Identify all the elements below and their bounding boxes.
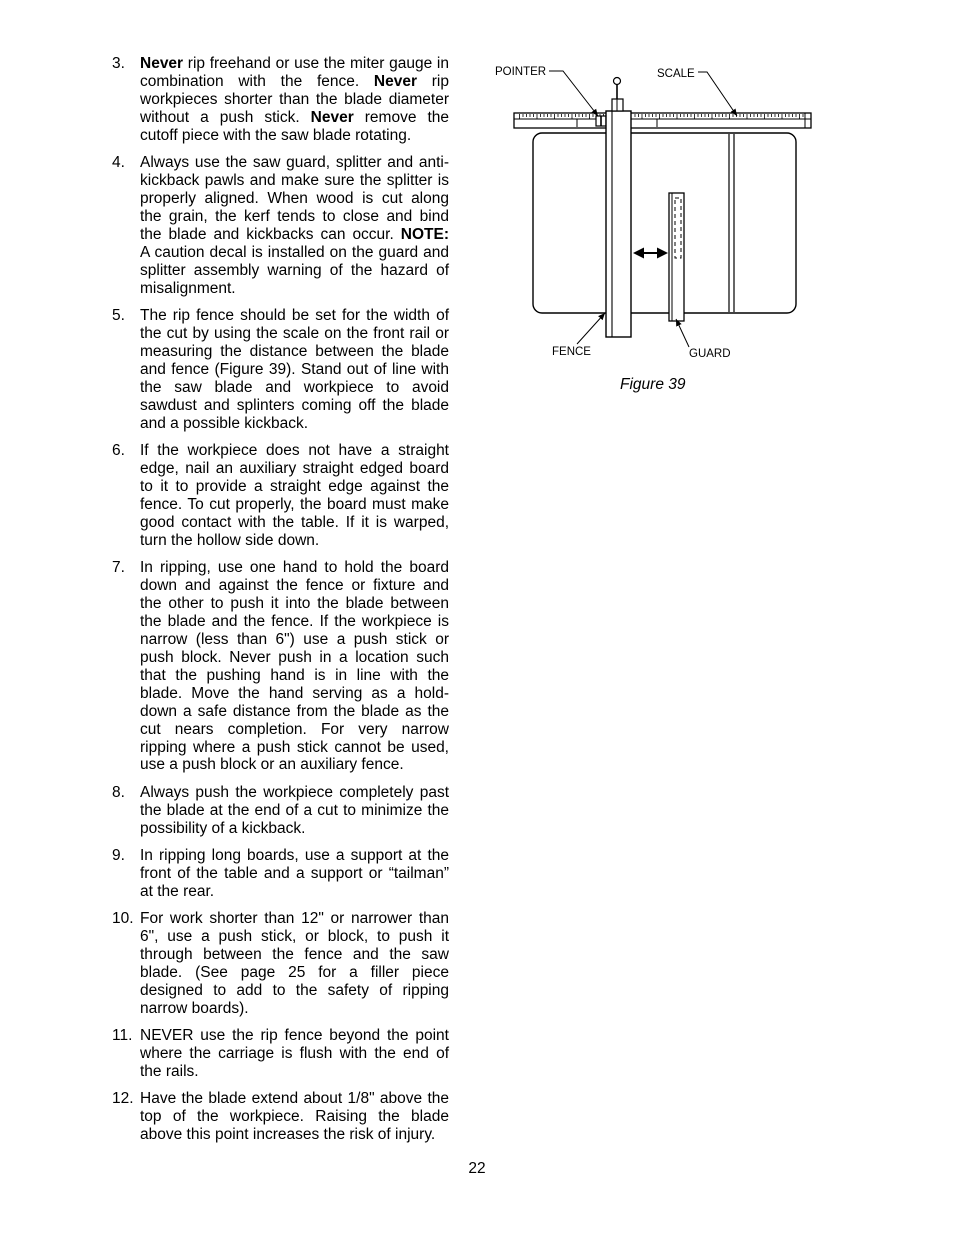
- text-line: kickback pawls and make sure the splitter is: [140, 172, 449, 190]
- item-text: [140, 154, 449, 298]
- scale-label: SCALE: [657, 68, 695, 80]
- text-line: narrow boards).: [140, 999, 249, 1017]
- text-line: the cut by using the scale on the front rail or: [140, 324, 449, 342]
- text-line: A caution decal is installed on the guard and: [140, 243, 449, 261]
- fence-label: FENCE: [552, 346, 591, 358]
- rip-scale-ticks: [632, 114, 804, 119]
- text-line: NEVER use the rip fence beyond the point: [140, 1027, 449, 1045]
- item-text: [140, 847, 449, 901]
- list-item: [112, 784, 449, 838]
- guard-label: GUARD: [689, 348, 731, 360]
- text-line: fence. To cut properly, the board must make: [140, 495, 449, 513]
- text-line: to it to provide a straight edge against the: [140, 477, 449, 495]
- item-text: [140, 910, 449, 1018]
- text-line: Always push the workpiece completely past: [140, 783, 449, 801]
- fence-lock-knob: [614, 78, 621, 85]
- text-line: down a safe distance from the blade as the: [140, 702, 449, 720]
- guard-leader-line: [676, 319, 689, 347]
- text-line: front of the table and a support or “tailman”: [140, 864, 449, 882]
- text-line: blade. Move the hand serving as a hold-: [140, 684, 449, 702]
- bold-text: Never: [373, 72, 418, 90]
- item-text: [140, 55, 449, 145]
- text-line: turn the hollow side down.: [140, 531, 320, 549]
- pointer-leader-line: [549, 71, 598, 116]
- rip-fence: [606, 111, 631, 337]
- item-text: [140, 1027, 449, 1081]
- text-line: where the carriage is flush with the end of: [140, 1044, 449, 1062]
- text-line: Always use the saw guard, splitter and anti-: [140, 154, 449, 172]
- list-item: [112, 1027, 449, 1081]
- text-line: above this point increases the risk of injury.: [140, 1126, 436, 1144]
- text-line: push block. Never push in a location such: [140, 648, 449, 666]
- item-number: 11.: [112, 1027, 133, 1045]
- text-line: [140, 109, 449, 127]
- rip-scale-ticks: [519, 114, 606, 119]
- item-text: [140, 442, 449, 550]
- text-line: [140, 55, 449, 73]
- text-line: at the rear.: [140, 882, 215, 900]
- text-line: If the workpiece does not have a straight: [140, 441, 449, 459]
- text-line: In ripping, use one hand to hold the board: [140, 558, 449, 576]
- text-line: through between the fence and the saw: [140, 945, 449, 963]
- instruction-list: [112, 55, 449, 1153]
- text-line: the grain, the kerf tends to close and bind: [140, 207, 449, 225]
- bold-text: Never: [310, 108, 354, 126]
- text-line: workpieces shorter than the blade diameter: [140, 90, 449, 108]
- text-line: ripping where a push stick cannot be used,: [140, 738, 449, 756]
- list-item: [112, 442, 449, 550]
- text-run: combination with the fence.: [140, 72, 374, 90]
- text-line: [140, 73, 449, 91]
- text-line: sawdust and splinters coming off the blade: [140, 396, 449, 414]
- text-run: rip: [417, 72, 449, 90]
- text-line: misalignment.: [140, 279, 236, 297]
- blade-guard: [669, 193, 684, 321]
- pointer-label: POINTER: [495, 66, 547, 78]
- text-line: designed to add to the safety of ripping: [140, 981, 449, 999]
- text-line: splitter assembly warning of the hazard of: [140, 261, 449, 279]
- item-number: 10.: [112, 910, 134, 928]
- text-run: without a push stick.: [140, 108, 311, 126]
- figure-39-diagram: [485, 60, 820, 365]
- item-text: [140, 1090, 449, 1144]
- text-line: cut nears completion. For very narrow: [140, 720, 449, 738]
- item-text: [140, 307, 449, 433]
- text-line: Have the blade extend about 1/8" above the: [140, 1090, 449, 1108]
- text-line: For work shorter than 12" or narrower than: [140, 910, 449, 928]
- figure-caption: Figure 39: [620, 376, 686, 393]
- text-line: use a push block or an auxiliary fence.: [140, 756, 404, 774]
- item-number: 12.: [112, 1090, 134, 1108]
- item-number: 7.: [112, 558, 125, 576]
- list-item: [112, 55, 449, 145]
- text-line: the saw blade and workpiece to avoid: [140, 378, 449, 396]
- text-run: rip freehand or use the miter gauge in: [183, 55, 449, 72]
- bold-text: NOTE:: [400, 225, 449, 243]
- text-line: top of the workpiece. Raising the blade: [140, 1108, 449, 1126]
- text-run: the blade and kickbacks can occur.: [140, 225, 401, 243]
- item-number: 3.: [112, 55, 125, 72]
- text-run: remove the: [353, 108, 449, 126]
- list-item: [112, 1090, 449, 1144]
- text-line: narrow (less than 6") use a push stick or: [140, 630, 449, 648]
- text-line: 6", use a push stick, or block, to push it: [140, 927, 449, 945]
- text-line: In ripping long boards, use a support at the: [140, 846, 449, 864]
- text-line: good contact with the table. If it is warped,: [140, 513, 449, 531]
- arrowhead-right: [657, 248, 668, 259]
- text-line: cutoff piece with the saw blade rotating.: [140, 126, 412, 144]
- list-item: [112, 847, 449, 901]
- list-item: [112, 307, 449, 433]
- scale-leader-line: [698, 72, 737, 116]
- item-number: 9.: [112, 846, 125, 864]
- bold-text: Never: [140, 55, 184, 72]
- text-line: and fence (Figure 39). Stand out of line with: [140, 360, 449, 378]
- item-text: [140, 784, 449, 838]
- text-line: The rip fence should be set for the width of: [140, 306, 449, 324]
- item-number: 5.: [112, 306, 125, 324]
- list-item: [112, 559, 449, 774]
- text-line: blade. (See page 25 for a filler piece: [140, 963, 449, 981]
- text-line: the other to push it into the blade between: [140, 594, 449, 612]
- saw-table-top: [533, 133, 796, 313]
- text-line: properly aligned. When wood is cut along: [140, 189, 449, 207]
- arrowhead-left: [633, 248, 644, 259]
- list-item: [112, 910, 449, 1018]
- text-line: and a possible kickback.: [140, 414, 309, 432]
- item-number: 8.: [112, 783, 125, 801]
- text-line: that the pushing hand is in line with the: [140, 666, 449, 684]
- text-line: the rails.: [140, 1062, 199, 1080]
- page-number: 22: [468, 1160, 486, 1177]
- text-line: measuring the distance between the blade: [140, 342, 449, 360]
- item-number: 4.: [112, 154, 125, 172]
- item-text: [140, 559, 449, 774]
- text-line: the blade and the fence. If the workpiece is: [140, 612, 449, 630]
- text-line: down and against the fence or fixture and: [140, 576, 449, 594]
- text-line: possibility of a kickback.: [140, 819, 306, 837]
- text-line: [140, 226, 449, 244]
- fence-leader-line: [577, 313, 605, 344]
- text-line: edge, nail an auxiliary straight edged board: [140, 459, 449, 477]
- item-number: 6.: [112, 441, 125, 459]
- list-item: [112, 154, 449, 298]
- text-line: the blade at the end of a cut to minimize the: [140, 801, 449, 819]
